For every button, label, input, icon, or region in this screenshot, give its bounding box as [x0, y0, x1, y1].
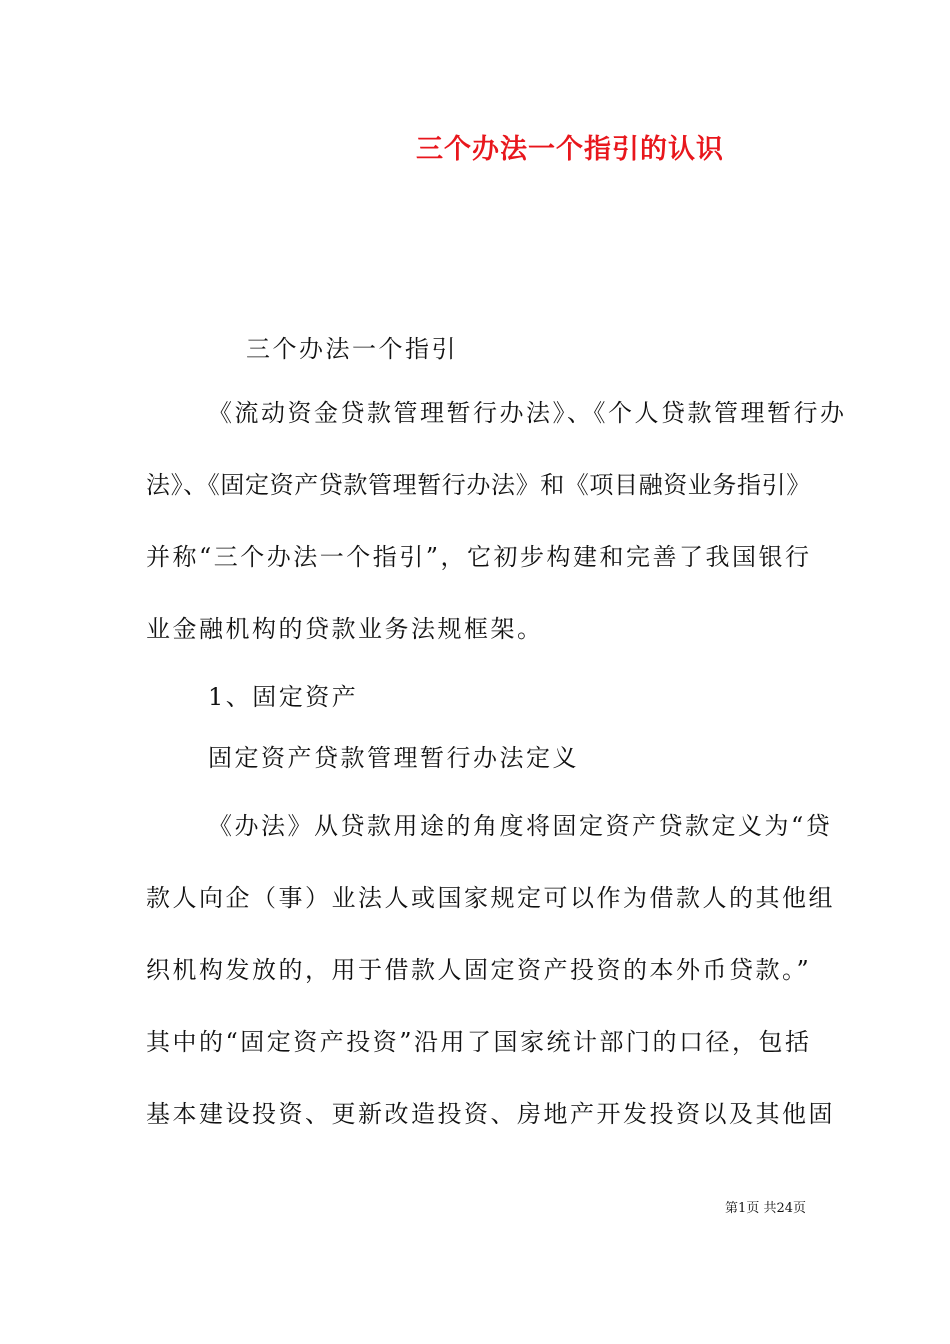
section-heading: 三个办法一个指引 [246, 335, 458, 363]
body-line: 法》、《固定资产贷款管理暂行办法》和《项目融资业务指引》 [146, 471, 811, 499]
subsection-heading: 1、固定资产 [208, 683, 359, 711]
body-line: 其中的“固定资产投资”沿用了国家统计部门的口径，包括 [146, 1028, 812, 1056]
page-number: 第1页 共24页 [725, 1201, 806, 1216]
body-line: 织机构发放的，用于借款人固定资产投资的本外币贷款。” [146, 956, 812, 984]
body-line: 《办法》从贷款用途的角度将固定资产贷款定义为“贷 [208, 812, 833, 840]
body-line: 基本建设投资、更新改造投资、房地产开发投资以及其他固 [146, 1100, 835, 1128]
body-line: 固定资产贷款管理暂行办法定义 [208, 744, 579, 772]
document-title: 三个办法一个指引的认识 [416, 134, 724, 165]
body-line: 款人向企（事）业法人或国家规定可以作为借款人的其他组 [146, 884, 835, 912]
body-line: 《流动资金贷款管理暂行办法》、《个人贷款管理暂行办 [208, 399, 847, 427]
body-line: 业金融机构的贷款业务法规框架。 [146, 615, 544, 643]
body-line: 并称“三个办法一个指引”，它初步构建和完善了我国银行 [146, 543, 812, 571]
